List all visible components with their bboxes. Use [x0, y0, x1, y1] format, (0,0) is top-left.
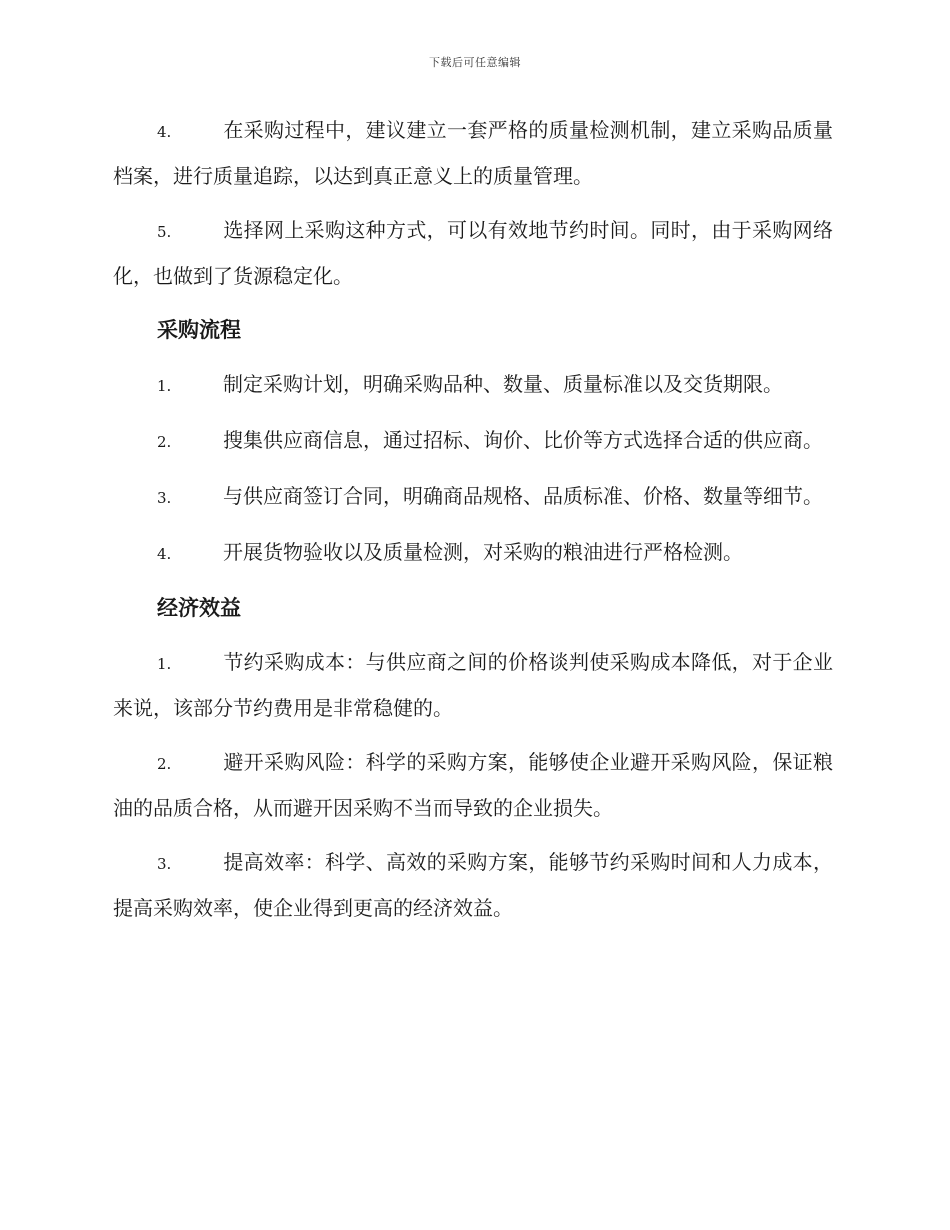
list-item [113, 840, 833, 930]
item-text: 避开采购风险：科学的采购方案，能够使企业避开采购风险，保证粮油的品质合格，从而避开因采购不当而导致的企业损失。 [113, 750, 833, 820]
item-text: 制定采购计划，明确采购品种、数量、质量标准以及交货期限。 [223, 372, 783, 396]
list-item [113, 474, 833, 520]
list-item [113, 208, 833, 298]
list-item [113, 418, 833, 464]
item-number: 3. [157, 855, 172, 873]
item-text: 搜集供应商信息，通过招标、询价、比价等方式选择合适的供应商。 [223, 428, 823, 452]
item-text: 提高效率：科学、高效的采购方案，能够节约采购时间和人力成本，提高采购效率，使企业得到更高的经济效益。 [113, 850, 833, 920]
item-number: 4. [157, 123, 172, 141]
item-text: 与供应商签订合同，明确商品规格、品质标准、价格、数量等细节。 [223, 484, 823, 508]
section-title-benefits: 经济效益 [157, 595, 241, 620]
document-body [113, 108, 833, 940]
list-item [113, 362, 833, 408]
item-number: 1. [157, 377, 172, 395]
item-number: 2. [157, 755, 172, 773]
item-number: 2. [157, 433, 172, 451]
page-header: 下载后可任意编辑 [429, 56, 521, 69]
list-item [113, 108, 833, 198]
item-number: 1. [157, 655, 172, 673]
item-text: 在采购过程中，建议建立一套严格的质量检测机制，建立采购品质量档案，进行质量追踪，以达到真正意义上的质量管理。 [113, 118, 833, 188]
item-text: 开展货物验收以及质量检测，对采购的粮油进行严格检测。 [223, 540, 743, 564]
item-text: 节约采购成本：与供应商之间的价格谈判使采购成本降低，对于企业来说，该部分节约费用是非常稳健的。 [113, 650, 833, 720]
item-number: 4. [157, 545, 172, 563]
item-text: 选择网上采购这种方式，可以有效地节约时间。同时，由于采购网络化，也做到了货源稳定化。 [113, 218, 833, 288]
item-number: 5. [157, 223, 172, 241]
list-item [113, 530, 833, 576]
item-number: 3. [157, 489, 172, 507]
list-item [113, 640, 833, 730]
section-title-process: 采购流程 [157, 317, 241, 342]
list-item [113, 740, 833, 830]
